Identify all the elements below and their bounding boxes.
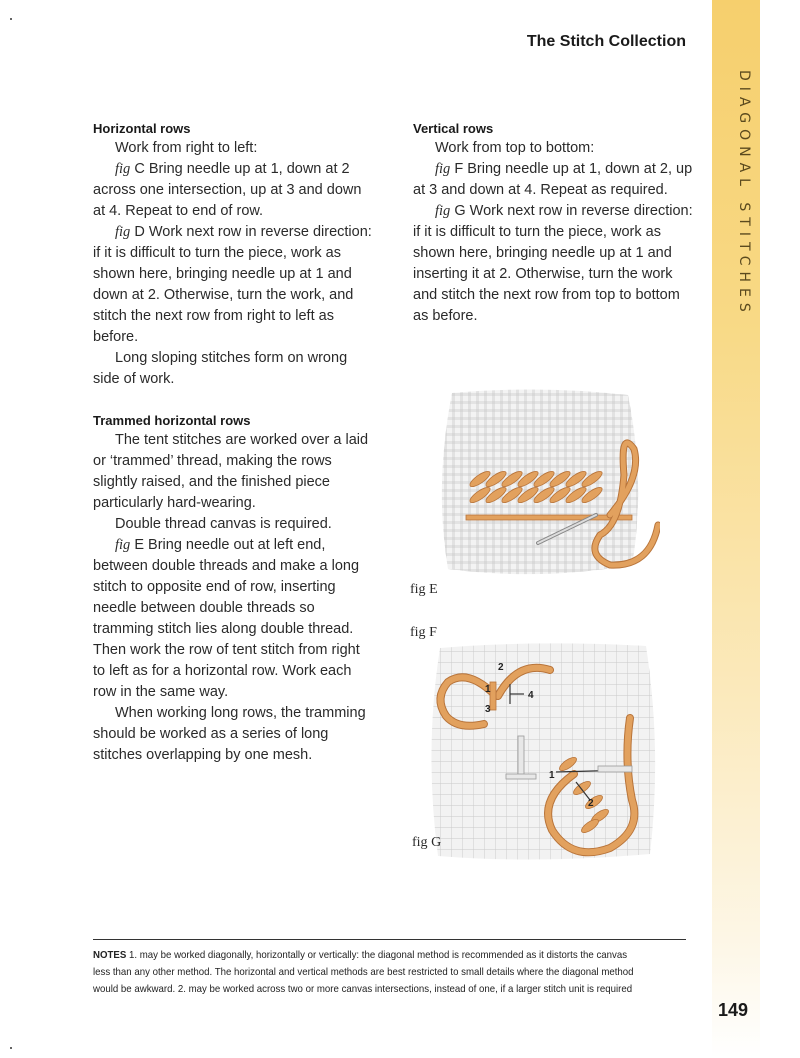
- fig-abbrev: fig: [435, 161, 451, 177]
- paragraph-text: E Bring needle out at left end, between double threads and make a long stitch to opposite end of row, inserting needle between double threads so tramming stitch lies along double thread. Then work the row of tent stitch from right to left as for a horizontal row. Work each row in the same way.: [93, 537, 360, 700]
- fig-abbrev: fig: [115, 161, 131, 177]
- paragraph-text: D Work next row in reverse direction: if it is difficult to turn the piece, work as shown here, bringing needle up at 1 and down at 2. Otherwise, turn the work, and stitch the next row from right to left as before.: [93, 224, 372, 345]
- paragraph: [93, 159, 373, 222]
- stitch-number: 2: [588, 798, 594, 809]
- paragraph-text: G Work next row in reverse direction: if it is difficult to turn the piece, work as shown here, bringing needle up at 1 and inserting it at 2. Otherwise, turn the work and stitch the next row from top to bottom as before.: [413, 203, 693, 324]
- fig-abbrev: fig: [115, 224, 131, 240]
- running-header: The Stitch Collection: [526, 33, 686, 50]
- scan-mark: [10, 18, 12, 20]
- figure-fg-illustration: [418, 640, 668, 865]
- paragraph-text: F Bring needle up at 1, down at 2, up at 3 and down at 4. Repeat as required.: [413, 161, 693, 198]
- stitch-number: 2: [498, 662, 504, 673]
- needle-icon: [598, 766, 632, 772]
- paragraph: Double thread canvas is required.: [115, 516, 332, 532]
- notes: [93, 947, 636, 998]
- section-tab-label: DIAGONAL STITCHES: [736, 70, 752, 318]
- scan-mark: [10, 1047, 12, 1049]
- stitch-number: 3: [485, 704, 491, 715]
- figure-f-caption: fig F: [410, 625, 437, 640]
- paragraph: Long sloping stitches form on wrong side of work.: [93, 350, 348, 387]
- paragraph: Work from top to bottom:: [435, 140, 595, 156]
- tent-stitch-row: [468, 469, 604, 505]
- paragraph: The tent stitches are worked over a laid or ‘trammed’ thread, making the rows slightly raised, and the finished piece particularly hard-wearing.: [93, 432, 369, 511]
- stitch-number: 1: [485, 684, 491, 695]
- right-column: [413, 120, 698, 327]
- paragraph: When working long rows, the tramming should be worked as a series of long stitches overlapping by one mesh.: [93, 705, 366, 763]
- stitch-number: 1: [549, 770, 555, 781]
- stitch-number: 4: [528, 690, 534, 701]
- notes-text: 1. may be worked diagonally, horizontally or vertically: the diagonal method is recommended as it distorts the canvas less than any other method. The horizontal and vertical methods are best restricted to small details where the diagonal method would be awkward. 2. may be worked across two or more canvas intersections, instead of one, if a larger stitch unit is required: [93, 949, 634, 995]
- paragraph: [413, 201, 698, 327]
- paragraph: [93, 222, 373, 348]
- heading-trammed-rows: Trammed horizontal rows: [93, 413, 251, 428]
- fig-abbrev: fig: [115, 537, 131, 553]
- figure-g-caption: fig G: [412, 835, 442, 850]
- paragraph-text: C Bring needle up at 1, down at 2 across one intersection, up at 3 and down at 4. Repeat to end of row.: [93, 161, 362, 219]
- left-column: [93, 120, 373, 766]
- page-number: 149: [718, 1000, 749, 1020]
- figure-e-caption: fig E: [410, 582, 438, 597]
- fig-abbrev: fig: [435, 203, 451, 219]
- heading-horizontal-rows: Horizontal rows: [93, 121, 191, 136]
- paragraph: [93, 535, 373, 703]
- notes-label: NOTES: [93, 949, 127, 961]
- heading-vertical-rows: Vertical rows: [413, 121, 494, 136]
- figure-e-illustration: [420, 385, 660, 585]
- paragraph: Work from right to left:: [115, 140, 258, 156]
- notes-divider: [93, 939, 686, 940]
- paragraph: [413, 159, 698, 201]
